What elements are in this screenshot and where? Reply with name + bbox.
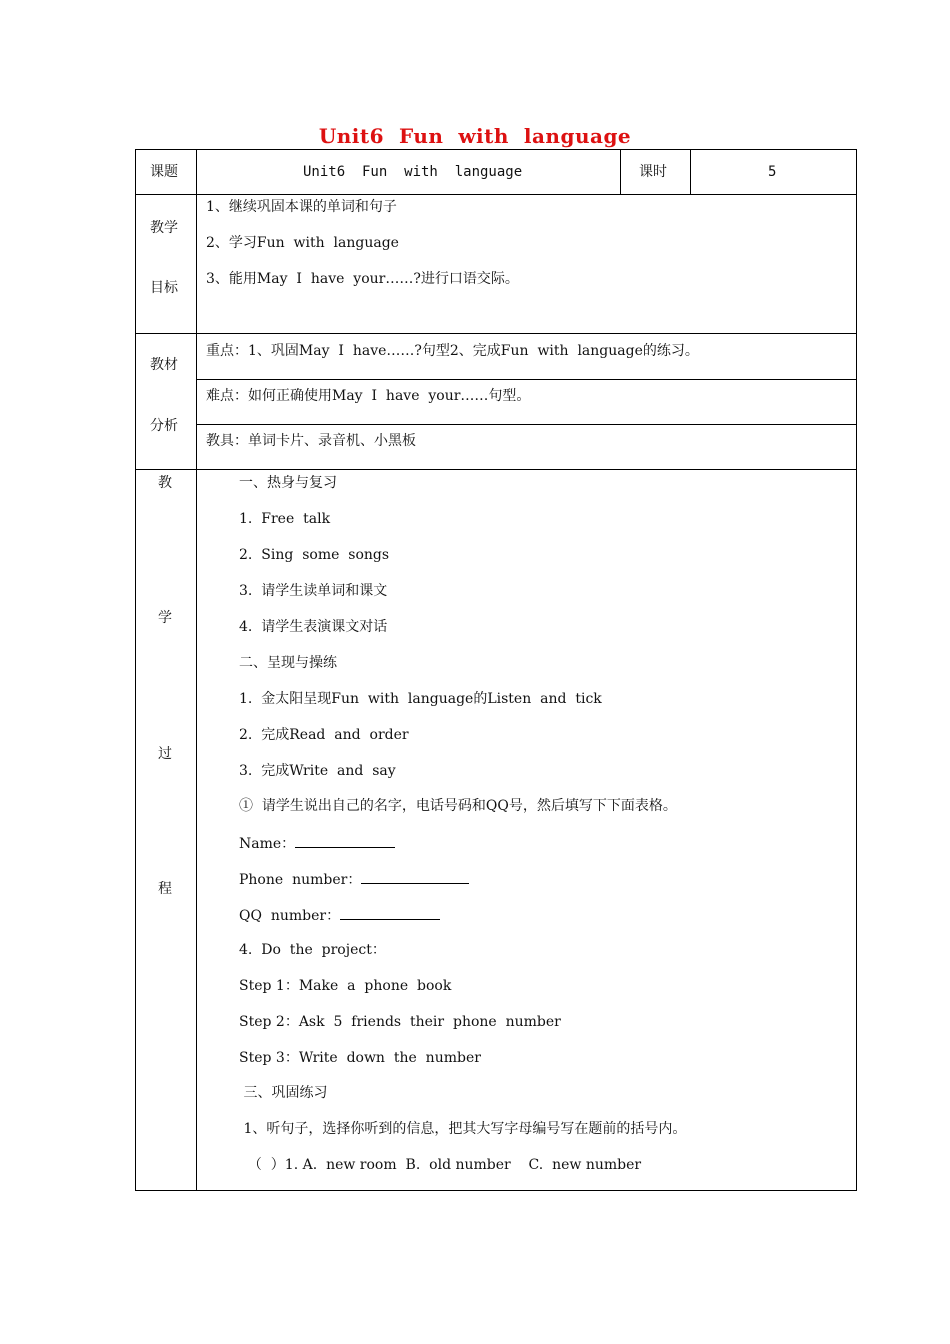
qq-field-label: QQ number： bbox=[239, 908, 341, 924]
column-divider bbox=[196, 149, 197, 1191]
objective-item: 2、学习Fun with language bbox=[206, 235, 399, 251]
teaching-tools: 教具：单词卡片、录音机、小黑板 bbox=[206, 433, 416, 449]
topic-label: 课题 bbox=[150, 164, 178, 180]
name-blank-line bbox=[295, 833, 395, 848]
process-label-char: 程 bbox=[158, 881, 172, 897]
qq-field-row bbox=[239, 905, 440, 925]
topic-value: Unit6 Fun with language bbox=[303, 164, 523, 180]
step-line: 3. 完成Write and say bbox=[239, 763, 396, 779]
objectives-label-bottom: 目标 bbox=[150, 280, 178, 296]
phone-field-row bbox=[239, 869, 469, 889]
step-line: Step 1：Make a phone book bbox=[239, 978, 452, 994]
phone-field-label: Phone number： bbox=[239, 872, 362, 888]
qq-blank-line bbox=[340, 905, 440, 920]
column-divider bbox=[690, 149, 691, 194]
exercise-line: （ ）1. A. new room B. old number C. new number bbox=[239, 1157, 642, 1173]
difficulty: 难点：如何正确使用May I have your……句型。 bbox=[206, 388, 531, 404]
hours-label: 课时 bbox=[639, 164, 667, 180]
step-line: 4. Do the project： bbox=[239, 942, 386, 958]
document-title: Unit6 Fun with language bbox=[318, 124, 632, 148]
table-border-top bbox=[135, 149, 857, 150]
table-border-bottom bbox=[135, 1190, 857, 1191]
step-line: 1. Free talk bbox=[239, 511, 331, 527]
step-line: Step 2：Ask 5 friends their phone number bbox=[239, 1014, 561, 1030]
row-divider bbox=[135, 469, 857, 470]
analysis-label-bottom: 分析 bbox=[150, 418, 178, 434]
step-line: ① 请学生说出自己的名字，电话号码和QQ号，然后填写下下面表格。 bbox=[239, 798, 677, 814]
step-line: 2. Sing some songs bbox=[239, 547, 390, 563]
objective-item: 3、能用May I have your……?进行口语交际。 bbox=[206, 271, 519, 287]
section-heading: 二、呈现与操练 bbox=[239, 655, 337, 671]
phone-blank-line bbox=[361, 869, 469, 884]
objectives-label-top: 教学 bbox=[150, 220, 178, 236]
row-divider bbox=[135, 333, 857, 334]
objective-item: 1、继续巩固本课的单词和句子 bbox=[206, 199, 397, 215]
step-line: Step 3：Write down the number bbox=[239, 1050, 481, 1066]
analysis-label-top: 教材 bbox=[150, 357, 178, 373]
process-label-char: 学 bbox=[158, 610, 172, 626]
table-border-right bbox=[856, 149, 857, 1191]
step-line: 3. 请学生读单词和课文 bbox=[239, 583, 388, 599]
name-field-row bbox=[239, 833, 395, 853]
key-points: 重点：1、巩固May I have……?句型2、完成Fun with language的练习。 bbox=[206, 343, 699, 359]
column-divider bbox=[620, 149, 621, 194]
section-heading: 一、热身与复习 bbox=[239, 475, 337, 491]
row-divider bbox=[196, 379, 857, 380]
step-line: 4. 请学生表演课文对话 bbox=[239, 619, 388, 635]
table-border-left bbox=[135, 149, 136, 1191]
step-line: 1、听句子，选择你听到的信息，把其大写字母编号写在题前的括号内。 bbox=[239, 1121, 687, 1137]
process-label-char: 过 bbox=[158, 746, 172, 762]
step-line: 1. 金太阳呈现Fun with language的Listen and tick bbox=[239, 691, 602, 707]
row-divider bbox=[135, 194, 857, 195]
hours-value: 5 bbox=[768, 164, 777, 180]
process-label-char: 教 bbox=[158, 475, 172, 491]
row-divider bbox=[196, 424, 857, 425]
name-field-label: Name： bbox=[239, 836, 296, 852]
step-line: 2. 完成Read and order bbox=[239, 727, 409, 743]
section-heading: 三、巩固练习 bbox=[239, 1085, 328, 1101]
